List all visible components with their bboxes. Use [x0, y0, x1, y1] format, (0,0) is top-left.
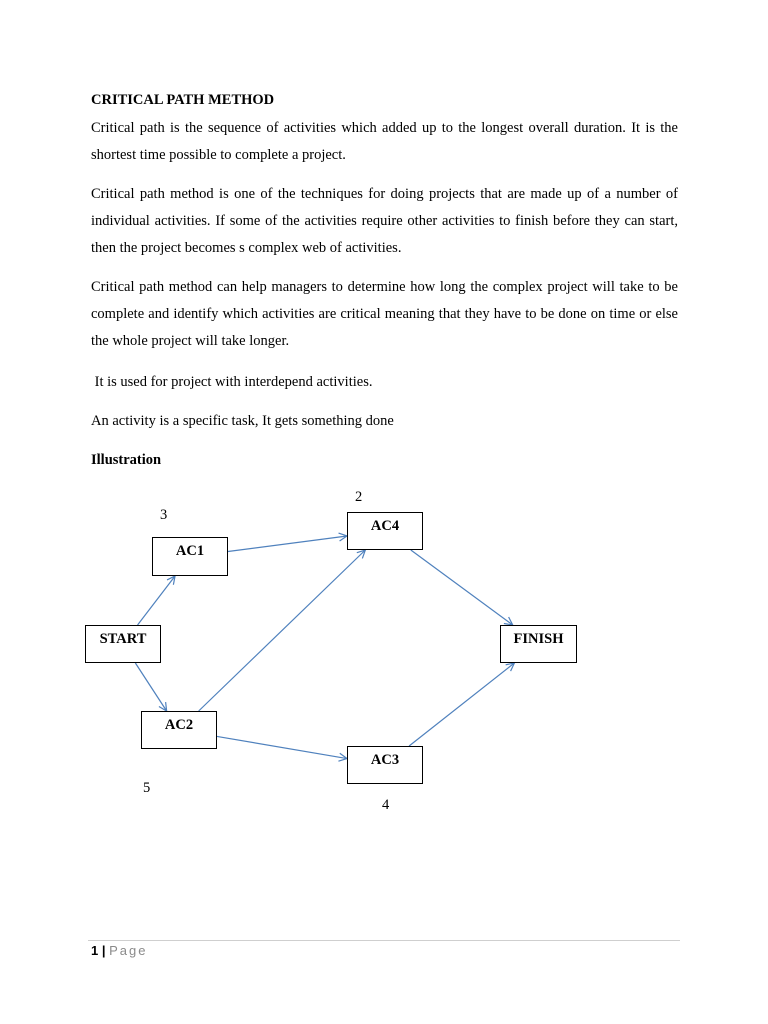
duration-ac4: 2: [355, 489, 363, 505]
line-activity-definition: An activity is a specific task, It gets something done: [91, 413, 394, 429]
duration-ac2: 5: [143, 780, 151, 796]
node-ac1: AC1: [152, 537, 228, 576]
illustration-title: Illustration: [91, 452, 162, 468]
document-heading: CRITICAL PATH METHOD: [91, 92, 275, 108]
edge-start-to-ac1: [138, 576, 176, 625]
node-ac3: AC3: [347, 746, 423, 784]
duration-ac3: 4: [382, 797, 390, 813]
node-start: START: [85, 625, 161, 663]
duration-ac1: 3: [160, 507, 168, 523]
node-ac4: AC4: [347, 512, 423, 550]
paragraph-critical-path-method: Critical path method is one of the techniques for doing projects that are made up of a number of individual activities. If some of the activities require other activities to finish before they can start, then the project becomes s complex web of activities.: [91, 186, 678, 256]
page-number: 1: [91, 943, 99, 958]
edge-ac2-to-ac3: [217, 736, 347, 758]
edge-ac1-to-ac4: [228, 536, 347, 552]
edge-start-to-ac2: [135, 663, 166, 711]
page-label: Page: [109, 943, 148, 958]
node-ac2: AC2: [141, 711, 217, 749]
paragraph-critical-path-definition: Critical path is the sequence of activities which added up to the longest overall duration. It is the shortest time possible to complete a project.: [91, 120, 678, 163]
page-footer: [91, 943, 148, 958]
footer-separator: |: [101, 943, 106, 958]
edge-ac3-to-finish: [409, 663, 514, 746]
paragraph-managers: Critical path method can help managers to determine how long the complex project will take to be complete and identify which activities are critical meaning that they have to be done on time or else the whole project will take longer.: [91, 279, 678, 349]
line-usage: It is used for project with interdepend activities.: [91, 374, 373, 390]
node-finish: FINISH: [500, 625, 577, 663]
edge-ac4-to-finish: [411, 550, 513, 625]
footer-rule: [88, 940, 680, 941]
